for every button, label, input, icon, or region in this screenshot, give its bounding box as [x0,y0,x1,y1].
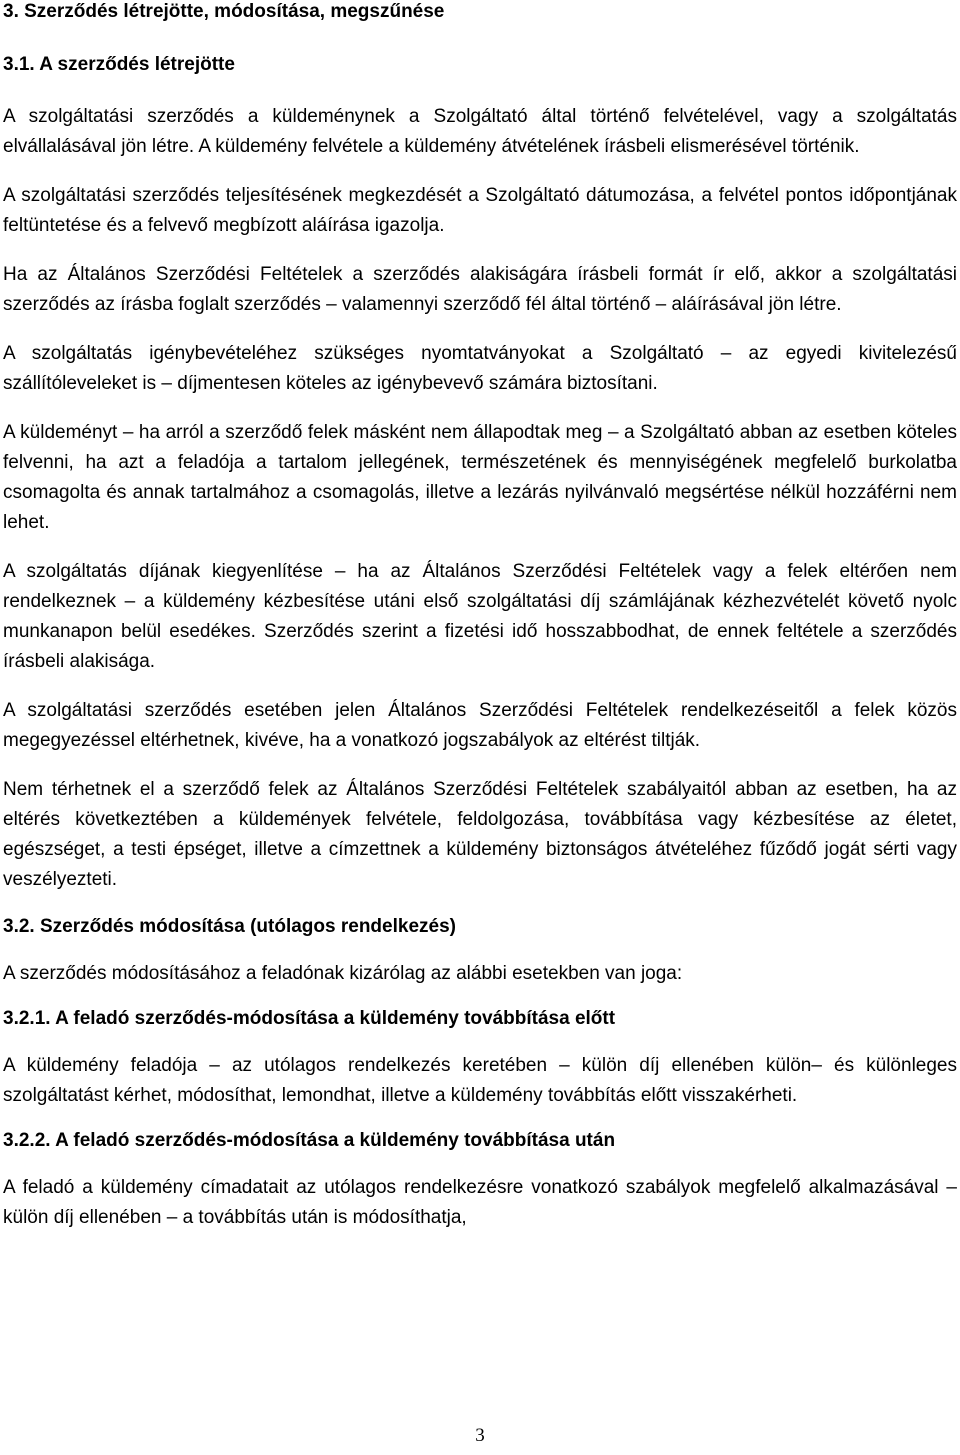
paragraph-payment: A szolgáltatás díjának kiegyenlítése – ha az Általános Szerződési Feltételek vagy a felek eltérően nem rendelkeznek – a küldemény kézbesítése utáni első szolgáltatási díj számlájának kézhezvételét követő nyolc munkanapon belül esedékes. Szerződés szerint a fizetési idő hosszabbodhat, de ennek feltétele a szerződés írásbeli alakisága. [3,561,957,672]
paragraph-performance-start: A szolgáltatási szerződés teljesítésének megkezdését a Szolgáltató dátumozása, a felvétel pontos időpontjának feltüntetése és a felvevő megbízott aláírása igazolja. [3,185,957,236]
section-title: 3. Szerződés létrejötte, módosítása, megszűnése [3,1,445,22]
paragraph-packaging: A küldeményt – ha arról a szerződő felek másként nem állapodtak meg – a Szolgáltató abban az esetben köteles felvenni, ha azt a feladója a tartalom jellegének, természetének és mennyiségének megfelelő burkolatba csomagolta és annak tartalmához a csomagolás, illetve a lezárás nyilvánvaló megsértése nélkül hozzáférni nem lehet. [3,422,957,533]
paragraph-contract-formation: A szolgáltatási szerződés a küldeménynek a Szolgáltató által történő felvételével, vagy a szolgáltatás elvállalásával jön létre. A küldemény felvétele a küldemény átvételének írásbeli elismerésével történik. [3,106,957,157]
paragraph-after-forwarding: A feladó a küldemény címadatait az utólagos rendelkezésre vonatkozó szabályok megfelelő alkalmazásával – külön díj ellenében – a továbbítás után is módosíthatja, [3,1177,957,1228]
paragraph-deviation: A szolgáltatási szerződés esetében jelen Általános Szerződési Feltételek rendelkezéseitől a felek közös megegyezéssel eltérhetnek, kivéve, ha a vonatkozó jogszabályok az eltérést tiltják. [3,700,957,751]
paragraph-no-deviation: Nem térhetnek el a szerződő felek az Általános Szerződési Feltételek szabályaitól abban az esetben, ha az eltérés következtében a küldemények felvétele, feldolgozása, továbbítása vagy kézbesítése az életet, egészséget, a testi épséget, illetve a címzettnek a küldemény biztonságos átvételéhez fűződő jogát sérti vagy veszélyezteti. [3,779,957,890]
subsubsection-title-3-2-2: 3.2.2. A feladó szerződés-módosítása a küldemény továbbítása után [3,1130,616,1151]
paragraph-written-form: Ha az Általános Szerződési Feltételek a szerződés alakiságára írásbeli formát ír elő, akkor a szolgáltatási szerződés az írásba foglalt szerződés – valamennyi szerződő fél által történő – aláírásával jön létre. [3,264,957,315]
paragraph-before-forwarding: A küldemény feladója – az utólagos rendelkezés keretében – külön díj ellenében külön– és különleges szolgáltatást kérhet, módosíthat, lemondhat, illetve a küldemény továbbítás előtt visszakérheti. [3,1055,957,1106]
paragraph-forms-free: A szolgáltatás igénybevételéhez szükséges nyomtatványokat a Szolgáltató – az egyedi kivitelezésű szállítóleveleket is – díjmentesen köteles az igénybevevő számára biztosítani. [3,343,957,394]
subsection-title-3-2: 3.2. Szerződés módosítása (utólagos rendelkezés) [3,916,456,937]
document-page [3,0,957,1233]
paragraph-modification-intro: A szerződés módosításához a feladónak kizárólag az alábbi esetekben van joga: [3,963,683,984]
subsection-title-3-1: 3.1. A szerződés létrejötte [3,54,235,75]
page-number: 3 [475,1425,485,1446]
subsubsection-title-3-2-1: 3.2.1. A feladó szerződés-módosítása a küldemény továbbítása előtt [3,1008,616,1029]
